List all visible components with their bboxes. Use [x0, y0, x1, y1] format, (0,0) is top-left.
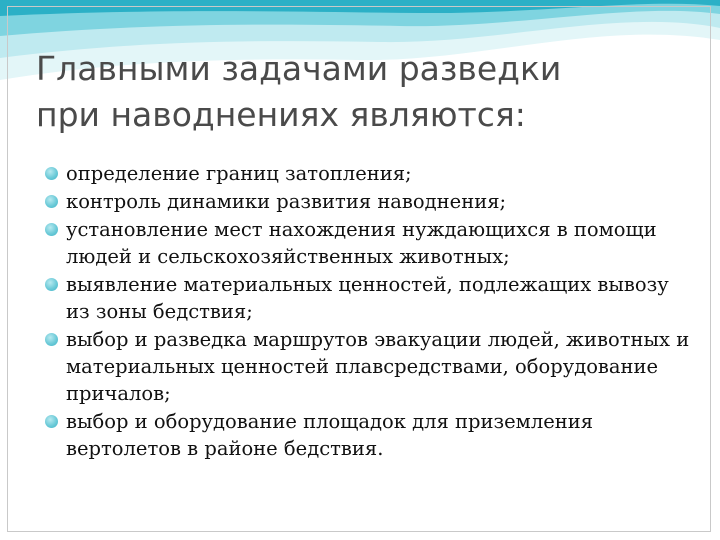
bullet-text: выбор и оборудование площадок для приземления вертолетов в районе бедствия. [66, 410, 594, 460]
bullet-dot-icon [45, 195, 58, 208]
bullet-text: выбор и разведка маршрутов эвакуации людей, животных и материальных ценностей плавсредствами, оборудование причалов; [66, 328, 690, 405]
bullet-item [44, 188, 694, 215]
bullet-text: выявление материальных ценностей, подлежащих вывозу из зоны бедствия; [66, 273, 669, 323]
title-line-1: Главными задачами разведки [36, 49, 562, 88]
bullet-item [44, 216, 694, 270]
bullet-dot-icon [45, 167, 58, 180]
bullet-text: установление мест нахождения нуждающихся в помощи людей и сельскохозяйственных животных; [66, 218, 657, 268]
slide-title [36, 46, 696, 138]
title-line-2: при наводнениях являются: [36, 95, 526, 134]
bullet-dot-icon [45, 278, 58, 291]
bullet-text: определение границ затопления; [66, 162, 412, 185]
bullet-dot-icon [45, 415, 58, 428]
bullet-item [44, 408, 694, 462]
bullet-item [44, 326, 694, 407]
bullet-text: контроль динамики развития наводнения; [66, 190, 507, 213]
bullet-dot-icon [45, 333, 58, 346]
bullet-item [44, 160, 694, 187]
bullet-item [44, 271, 694, 325]
bullet-list [44, 160, 694, 463]
bullet-dot-icon [45, 223, 58, 236]
